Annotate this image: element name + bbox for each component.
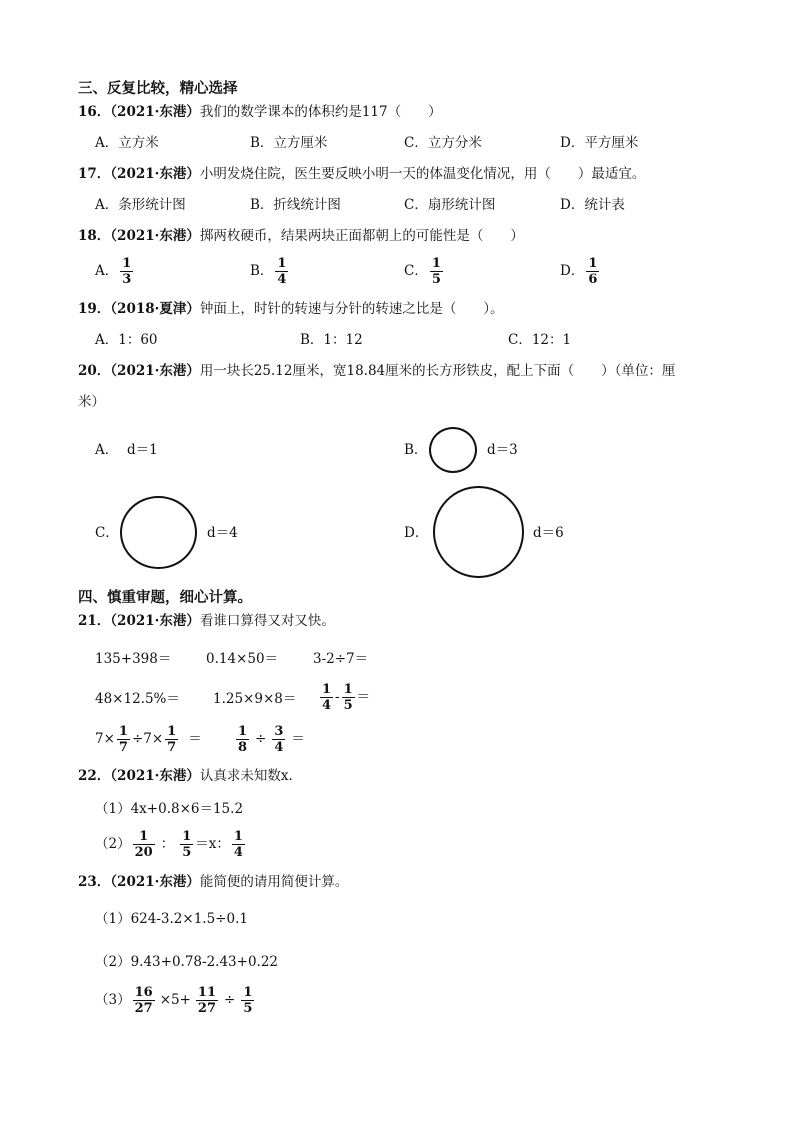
option-d[interactable] [560,256,601,287]
question-stem: 钟面上，时针的转速与分针的转速之比是（ ）。 [199,301,504,317]
fraction: $\frac{1}{20}$ [134,829,153,860]
question-23 [78,873,348,891]
question-stem: 看谁口算得又对又快。 [199,613,335,629]
question-18 [78,227,524,245]
expression-fraction-mixed: 7× $\frac{1}{7}$ ÷7× $\frac{1}{7}$ ＝ [95,724,202,755]
equation-1: （1）4x+0.8×6＝15.2 [95,801,244,817]
option-d[interactable]: D．统计表 [560,197,625,213]
question-source: （2021·东港） [110,874,200,890]
circle-option-c [120,496,197,569]
option-d[interactable]: D．平方厘米 [560,135,639,151]
option-c-diameter: d＝4 [207,525,238,541]
option-b[interactable] [250,256,290,287]
fraction: $\frac{1}{4}$ [277,256,287,287]
option-c[interactable]: C．12：1 [508,332,572,348]
option-b[interactable]: B．立方厘米 [250,135,328,151]
section-4-title: 四、慎重审题，细心计算。 [78,589,252,606]
option-c[interactable]: C．立方分米 [404,135,482,151]
fraction: $\frac{16}{27}$ [134,985,153,1016]
question-22 [78,767,293,785]
calculation-2: （2）9.43+0.78-2.43+0.22 [95,954,279,970]
option-a[interactable]: A．条形统计图 [95,197,186,213]
fraction: $\frac{1}{4}$ [322,682,332,713]
calculation-1: （1）624-3.2×1.5÷0.1 [95,911,248,927]
option-c-label[interactable]: C． [95,525,119,541]
option-a-diameter: d＝1 [127,442,158,458]
option-b-label[interactable]: B． [404,442,428,458]
option-label: A． [95,263,119,279]
fraction: $\frac{11}{27}$ [197,985,216,1016]
option-label: B． [250,263,274,279]
question-21 [78,612,335,630]
question-number: 22． [78,768,111,784]
calculation-3: （3） $\frac{16}{27}$ ×5+ $\frac{11}{27}$ ÷ $\frac{1}{5}$ [95,985,253,1016]
expression: 135+398＝ [95,651,172,667]
question-17 [78,165,645,183]
question-stem: 掷两枚硬币，结果两块正面都朝上的可能性是（ ） [199,228,524,244]
question-source: （2021·东港） [110,613,200,629]
option-d-label[interactable]: D． [404,525,429,541]
fraction: $\frac{1}{6}$ [588,256,598,287]
question-number: 17． [78,166,111,182]
fraction: $\frac{1}{5}$ [182,829,192,860]
question-source: （2021·东港） [110,228,200,244]
fraction: $\frac{1}{7}$ [167,724,177,755]
fraction: $\frac{1}{7}$ [118,724,128,755]
question-number: 23． [78,874,111,890]
question-number: 20． [78,363,111,379]
option-label: D． [560,263,585,279]
option-c[interactable] [404,256,445,287]
question-stem: 能简便的请用简便计算。 [199,874,349,890]
option-b[interactable]: B．1：12 [300,332,363,348]
expression: 3-2÷7＝ [313,651,369,667]
fraction: $\frac{1}{5}$ [243,985,253,1016]
question-stem: 用一块长25.12厘米，宽18.84厘米的长方形铁皮，配上下面（ ）（单位：厘 [199,363,676,379]
option-b-diameter: d＝3 [487,442,518,458]
question-number: 21． [78,613,111,629]
fraction: $\frac{1}{3}$ [122,256,132,287]
expression: 48×12.5%＝ [95,691,180,707]
fraction: $\frac{1}{8}$ [238,724,248,755]
fraction: $\frac{1}{5}$ [343,682,353,713]
fraction: $\frac{1}{5}$ [431,256,441,287]
question-source: （2021·东港） [110,104,200,120]
question-source: （2021·东港） [110,768,200,784]
question-number: 18． [78,228,111,244]
question-stem-continued: 米） [78,394,105,410]
option-a[interactable] [95,256,135,287]
circle-option-d [433,486,524,578]
question-19 [78,300,504,318]
expression-fraction-subtraction: $\frac{1}{4}$ - $\frac{1}{5}$ ＝ [322,682,371,713]
option-a-label[interactable]: A． [95,442,119,458]
equation-2: （2） $\frac{1}{20}$ ： $\frac{1}{5}$ ＝x： $\frac{1}{4}$ [95,829,243,860]
circle-option-b [429,427,477,473]
expression: 0.14×50＝ [206,651,279,667]
option-d-diameter: d＝6 [533,525,564,541]
question-source: （2018·夏津） [110,301,200,317]
question-source: （2021·东港） [110,363,200,379]
option-a[interactable]: A．立方米 [95,135,159,151]
question-number: 19． [78,301,111,317]
question-stem: 认真求未知数x. [199,768,293,784]
question-number: 16． [78,104,111,120]
expression-fraction-division: $\frac{1}{8}$ ÷ $\frac{3}{4}$ ＝ [238,724,305,755]
question-stem: 我们的数学课本的体积约是117（ ） [199,104,442,120]
section-3-title: 三、反复比较，精心选择 [78,80,238,97]
fraction: $\frac{1}{4}$ [233,829,243,860]
fraction: $\frac{3}{4}$ [274,724,284,755]
option-c[interactable]: C．扇形统计图 [404,197,496,213]
option-label: C． [404,263,428,279]
question-16 [78,103,442,121]
option-b[interactable]: B．折线统计图 [250,197,341,213]
option-a[interactable]: A．1：60 [95,332,158,348]
question-stem: 小明发烧住院，医生要反映小明一天的体温变化情况，用（ ）最适宜。 [199,166,646,182]
question-source: （2021·东港） [110,166,200,182]
question-20 [78,362,675,380]
expression: 1.25×9×8＝ [213,691,297,707]
